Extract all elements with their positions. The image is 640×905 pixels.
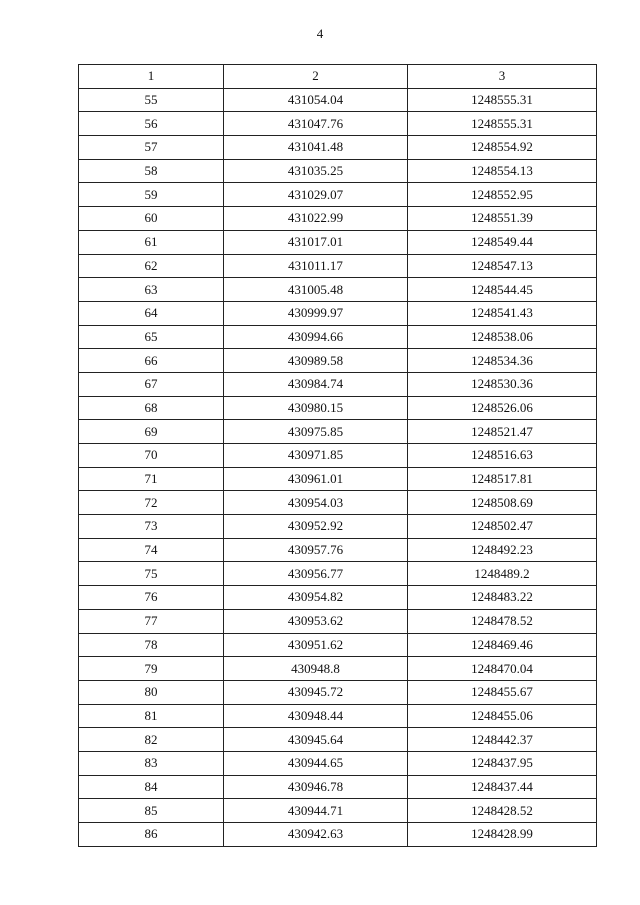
point-number-cell: 78 (79, 633, 224, 657)
point-number-cell: 62 (79, 254, 224, 278)
table-row (79, 349, 597, 373)
x-coordinate-cell: 430994.66 (224, 325, 408, 349)
table-row (79, 515, 597, 539)
y-coordinate-cell: 1248547.13 (408, 254, 597, 278)
x-coordinate-cell: 430953.62 (224, 609, 408, 633)
point-number-cell: 67 (79, 372, 224, 396)
point-number-cell: 58 (79, 159, 224, 183)
y-coordinate-cell: 1248455.67 (408, 680, 597, 704)
x-coordinate-cell: 430944.65 (224, 751, 408, 775)
table-header-row (79, 65, 597, 89)
y-coordinate-cell: 1248492.23 (408, 538, 597, 562)
x-coordinate-cell: 430944.71 (224, 799, 408, 823)
x-coordinate-cell: 431022.99 (224, 207, 408, 231)
table-row (79, 633, 597, 657)
column-header-2: 2 (224, 65, 408, 89)
point-number-cell: 75 (79, 562, 224, 586)
table-row (79, 301, 597, 325)
table-row (79, 112, 597, 136)
y-coordinate-cell: 1248541.43 (408, 301, 597, 325)
table-row (79, 657, 597, 681)
y-coordinate-cell: 1248555.31 (408, 112, 597, 136)
y-coordinate-cell: 1248554.92 (408, 136, 597, 160)
y-coordinate-cell: 1248478.52 (408, 609, 597, 633)
point-number-cell: 82 (79, 728, 224, 752)
x-coordinate-cell: 430980.15 (224, 396, 408, 420)
table-row (79, 751, 597, 775)
point-number-cell: 65 (79, 325, 224, 349)
y-coordinate-cell: 1248483.22 (408, 586, 597, 610)
x-coordinate-cell: 430945.64 (224, 728, 408, 752)
y-coordinate-cell: 1248508.69 (408, 491, 597, 515)
x-coordinate-cell: 431054.04 (224, 88, 408, 112)
x-coordinate-cell: 431035.25 (224, 159, 408, 183)
y-coordinate-cell: 1248437.44 (408, 775, 597, 799)
point-number-cell: 60 (79, 207, 224, 231)
table-row (79, 823, 597, 847)
y-coordinate-cell: 1248469.46 (408, 633, 597, 657)
y-coordinate-cell: 1248502.47 (408, 515, 597, 539)
point-number-cell: 73 (79, 515, 224, 539)
y-coordinate-cell: 1248526.06 (408, 396, 597, 420)
x-coordinate-cell: 430954.03 (224, 491, 408, 515)
x-coordinate-cell: 430946.78 (224, 775, 408, 799)
point-number-cell: 83 (79, 751, 224, 775)
table-row (79, 278, 597, 302)
y-coordinate-cell: 1248521.47 (408, 420, 597, 444)
point-number-cell: 56 (79, 112, 224, 136)
table-row (79, 230, 597, 254)
point-number-cell: 70 (79, 444, 224, 468)
y-coordinate-cell: 1248489.2 (408, 562, 597, 586)
table-row (79, 586, 597, 610)
y-coordinate-cell: 1248544.45 (408, 278, 597, 302)
table-row (79, 799, 597, 823)
x-coordinate-cell: 431005.48 (224, 278, 408, 302)
point-number-cell: 64 (79, 301, 224, 325)
table-row (79, 538, 597, 562)
x-coordinate-cell: 430951.62 (224, 633, 408, 657)
x-coordinate-cell: 430952.92 (224, 515, 408, 539)
x-coordinate-cell: 430942.63 (224, 823, 408, 847)
x-coordinate-cell: 430989.58 (224, 349, 408, 373)
y-coordinate-cell: 1248437.95 (408, 751, 597, 775)
y-coordinate-cell: 1248517.81 (408, 467, 597, 491)
point-number-cell: 71 (79, 467, 224, 491)
table-row (79, 254, 597, 278)
x-coordinate-cell: 430961.01 (224, 467, 408, 491)
point-number-cell: 77 (79, 609, 224, 633)
table-row (79, 396, 597, 420)
point-number-cell: 80 (79, 680, 224, 704)
x-coordinate-cell: 430999.97 (224, 301, 408, 325)
x-coordinate-cell: 430975.85 (224, 420, 408, 444)
table-row (79, 491, 597, 515)
y-coordinate-cell: 1248551.39 (408, 207, 597, 231)
x-coordinate-cell: 430945.72 (224, 680, 408, 704)
y-coordinate-cell: 1248552.95 (408, 183, 597, 207)
point-number-cell: 76 (79, 586, 224, 610)
x-coordinate-cell: 430957.76 (224, 538, 408, 562)
table-row (79, 372, 597, 396)
table-row (79, 680, 597, 704)
point-number-cell: 57 (79, 136, 224, 160)
page-number: 4 (316, 26, 324, 41)
table-body (79, 88, 597, 846)
x-coordinate-cell: 431029.07 (224, 183, 408, 207)
y-coordinate-cell: 1248554.13 (408, 159, 597, 183)
y-coordinate-cell: 1248516.63 (408, 444, 597, 468)
point-number-cell: 72 (79, 491, 224, 515)
table-row (79, 159, 597, 183)
x-coordinate-cell: 430984.74 (224, 372, 408, 396)
x-coordinate-cell: 430971.85 (224, 444, 408, 468)
x-coordinate-cell: 430954.82 (224, 586, 408, 610)
y-coordinate-cell: 1248442.37 (408, 728, 597, 752)
point-number-cell: 79 (79, 657, 224, 681)
point-number-cell: 69 (79, 420, 224, 444)
y-coordinate-cell: 1248555.31 (408, 88, 597, 112)
table-row (79, 325, 597, 349)
table-row (79, 88, 597, 112)
y-coordinate-cell: 1248549.44 (408, 230, 597, 254)
table-row (79, 420, 597, 444)
y-coordinate-cell: 1248470.04 (408, 657, 597, 681)
point-number-cell: 84 (79, 775, 224, 799)
table-row (79, 444, 597, 468)
y-coordinate-cell: 1248530.36 (408, 372, 597, 396)
x-coordinate-cell: 431011.17 (224, 254, 408, 278)
x-coordinate-cell: 431017.01 (224, 230, 408, 254)
point-number-cell: 68 (79, 396, 224, 420)
column-header-3: 3 (408, 65, 597, 89)
y-coordinate-cell: 1248428.52 (408, 799, 597, 823)
point-number-cell: 61 (79, 230, 224, 254)
x-coordinate-cell: 430948.8 (224, 657, 408, 681)
y-coordinate-cell: 1248455.06 (408, 704, 597, 728)
table-row (79, 467, 597, 491)
x-coordinate-cell: 430956.77 (224, 562, 408, 586)
point-number-cell: 86 (79, 823, 224, 847)
column-header-1: 1 (79, 65, 224, 89)
x-coordinate-cell: 431041.48 (224, 136, 408, 160)
point-number-cell: 55 (79, 88, 224, 112)
point-number-cell: 66 (79, 349, 224, 373)
table-row (79, 609, 597, 633)
table-row (79, 704, 597, 728)
x-coordinate-cell: 431047.76 (224, 112, 408, 136)
point-number-cell: 74 (79, 538, 224, 562)
point-number-cell: 63 (79, 278, 224, 302)
y-coordinate-cell: 1248428.99 (408, 823, 597, 847)
table-row (79, 136, 597, 160)
table-row (79, 728, 597, 752)
x-coordinate-cell: 430948.44 (224, 704, 408, 728)
point-number-cell: 81 (79, 704, 224, 728)
table-row (79, 207, 597, 231)
point-number-cell: 85 (79, 799, 224, 823)
y-coordinate-cell: 1248534.36 (408, 349, 597, 373)
point-number-cell: 59 (79, 183, 224, 207)
y-coordinate-cell: 1248538.06 (408, 325, 597, 349)
table-row (79, 775, 597, 799)
table-row (79, 183, 597, 207)
coordinates-table (78, 64, 597, 847)
table-row (79, 562, 597, 586)
